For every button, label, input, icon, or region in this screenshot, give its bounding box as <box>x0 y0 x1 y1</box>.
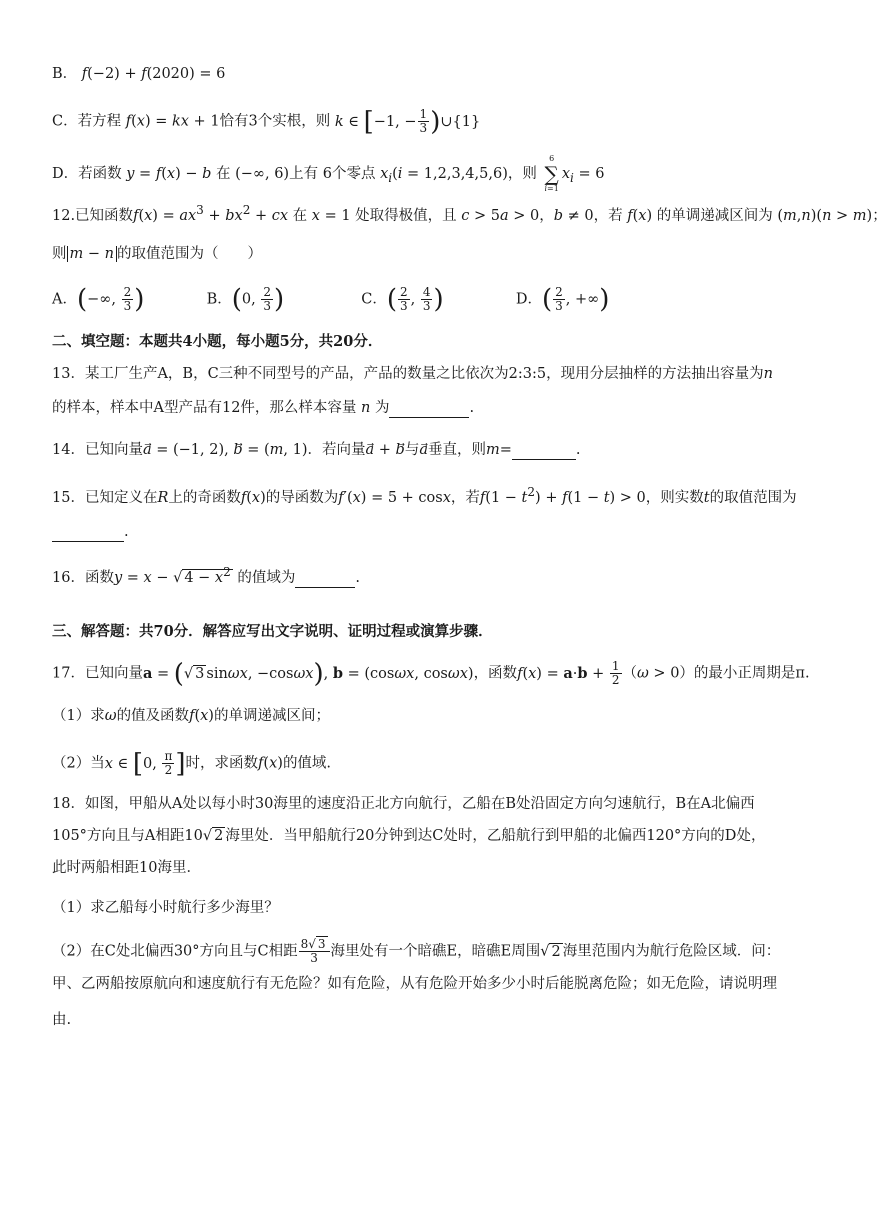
q18-line5: 甲、乙两船按原航向和速度航行有无危险？如有危险，从有危险开始多少小时后能脱离危险；如无危险，请说明理 <box>52 976 777 992</box>
q12-option-b: B．(0, $\frac{2}{3}$ ) <box>206 284 285 315</box>
q12-line1: 12.已知函数$f(x) = ax^3 + bx^2$ + cx 在 x = 1 处取得极值，且 c > 5a > 0，b ≠ 0，若 f(x) 的单调递减区间为 (m,n)(n > m)； <box>52 203 887 224</box>
q18-line1: 18．如图，甲船从A处以每小时30海里的速度沿正北方向航行，乙船在B处沿固定方向匀速航行，B在A北偏西 <box>52 796 755 812</box>
q12-options <box>52 286 666 313</box>
q17-sub1: （1）求ω的值及函数f(x)的单调递减区间； <box>52 708 330 724</box>
q15-answer-blank[interactable] <box>52 541 124 542</box>
q13-line2: 的样本，样本中A型产品有12件，那么样本容量 n 为 . <box>52 400 475 416</box>
q12-option-c: C．( $\frac{2}{3}$ , $\frac{4}{3}$ ) <box>361 284 444 315</box>
q16-line: 16．函数y = x − √ $4 - x^2$ 的值域为 . <box>52 565 361 586</box>
q11-option-b: B． f(−2) + f(2020) = 6 <box>52 66 226 82</box>
q14-line: 14．已知向量a⃗ = (−1, 2), b⃗ = (m, 1)．若向量a⃗ + b与a垂直，则m= . <box>52 442 581 458</box>
q11b-formula: f(−2) + f(2020) = 6 <box>81 66 226 82</box>
q11c-formula: f(x) = kx + 1 <box>125 113 220 130</box>
q15-line2: . <box>52 522 129 542</box>
q12-line2: 则 m − n 的取值范围为（ ） <box>52 246 262 262</box>
q15-line1: 15．已知定义在R上的奇函数f(x)的导函数为f′(x) = 5 + cosx，若$f(1 - t^2) + f(1 - t) > 0$，则实数t的取值范围为 <box>52 485 797 506</box>
q18-line6: 由. <box>52 1012 72 1028</box>
q18-line2: 105°方向且与A相距10√ 2 海里处．当甲船航行20分钟到达C处时，乙船航行到甲船的北偏西120°方向的D处， <box>52 828 766 844</box>
q11d-func: y = f(x) − b 在 (−∞, 6) <box>126 166 290 182</box>
q11d-sum: 6 ∑ i=1 $x_i = 6$ <box>544 154 605 193</box>
q14-answer-blank[interactable] <box>512 459 576 460</box>
q17-line1: 17．已知向量a = (√ 3 sinωx, −cosωx), b = (cosωx, cosωx)，函数f(x) = a·b + $\frac{1}{2}$ （ω > 0）的最小正周期是π. <box>52 658 810 689</box>
q18-sub1: （1）求乙船每小时航行多少海里？ <box>52 900 279 916</box>
section-2-title: 二、填空题：本题共4小题，每小题5分，共20分． <box>52 333 383 350</box>
q17-sub2: （2）当x ∈ [0, $\frac{\pi}{2}$ ]时，求函数f(x)的值域. <box>52 748 332 779</box>
q12-option-d: D．( $\frac{2}{3}$ , +∞) <box>515 284 610 315</box>
q18-line3: 此时两船相距10海里． <box>52 860 201 876</box>
q16-answer-blank[interactable] <box>295 587 355 588</box>
q11d-zeros: $x_i(i = 1,2,3,4,5,6)$ <box>380 166 508 185</box>
q18-sub2: （2）在C处北偏西30°方向且与C相距 $\frac{8√ 3}{3}$ 海里处有一个暗礁E，暗礁E周围√ 2 海里范围内为航行危险区域．问： <box>52 937 781 965</box>
q11c-range: k ∈ [−1, − $\frac{1}{3}$ )∪{1} <box>334 106 481 137</box>
q12-option-a: A．(−∞, $\frac{2}{3}$ ) <box>52 284 145 315</box>
q13-answer-blank[interactable] <box>389 417 469 418</box>
q11-option-c: C．若方程 f(x) = kx + 1恰有3个实根，则 k ∈ [−1, − $\frac{1}{3}$ )∪{1} <box>52 106 481 137</box>
q11-option-d: D．若函数 y = f(x) − b 在 (−∞, 6)上有 6个零点 $x_i(i = 1,2,3,4,5,6)$，则 6 ∑ i=1 $x_i = 6$ <box>52 154 605 193</box>
section-3-title: 三、解答题：共70分．解答应写出文字说明、证明过程或演算步骤． <box>52 623 493 640</box>
q13-line1: 13．某工厂生产A，B，C三种不同型号的产品，产品的数量之比依次为2:3:5，现用分层抽样的方法抽出容量为n <box>52 366 773 382</box>
